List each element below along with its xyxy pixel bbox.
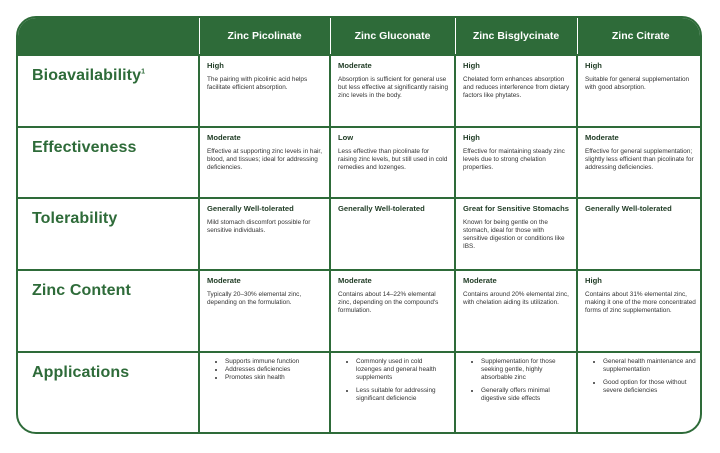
rating: Moderate — [463, 276, 497, 285]
description: Mild stomach discomfort possible for sensitive individuals. — [207, 219, 311, 234]
row-label-bioavailability — [18, 55, 199, 127]
cell — [577, 270, 702, 352]
cell — [199, 127, 330, 198]
row-label-applications: Applications — [18, 352, 199, 434]
rating: High — [207, 61, 224, 70]
rating: Generally Well-tolerated — [338, 204, 425, 213]
cell — [199, 270, 330, 352]
row-zinc-content — [18, 270, 702, 352]
row-label-tolerability: Tolerability — [18, 198, 199, 270]
rating: Moderate — [338, 61, 372, 70]
col-header-picolinate: Zinc Picolinate — [199, 18, 330, 55]
col-header-gluconate: Zinc Gluconate — [330, 18, 455, 55]
cell — [577, 127, 702, 198]
rating: High — [585, 61, 602, 70]
description: Effective at supporting zinc levels in hair, blood, and tissues; ideal for addressing deficiencies. — [207, 148, 322, 171]
description: The pairing with picolinic acid helps facilitate efficient absorption. — [207, 76, 308, 91]
list-item: • General health maintenance and supplementation — [603, 358, 698, 374]
list-item: • Good option for those without severe deficiencies — [603, 379, 698, 395]
cell — [199, 352, 330, 434]
list-item: • Generally offers minimal digestive side effects — [481, 387, 570, 403]
rating: Moderate — [338, 276, 372, 285]
cell — [455, 352, 577, 434]
cell — [577, 352, 702, 434]
list-item: • Promotes skin health — [225, 374, 323, 382]
row-label-zinc-content: Zinc Content — [18, 270, 199, 352]
list-item: • Addresses deficiencies — [225, 366, 323, 374]
description: Contains about 14–22% elemental zinc, depending on the compound's formulation. — [338, 291, 439, 314]
description: Effective for general supplementation; slightly less efficient than picolinate for addressing deficiencies. — [585, 148, 694, 171]
header-row — [18, 18, 702, 55]
bullet-list — [338, 358, 448, 403]
col-header-bisglycinate: Zinc Bisglycinate — [455, 18, 577, 55]
col-header-citrate: Zinc Citrate — [577, 18, 702, 55]
cell — [330, 270, 455, 352]
rating: Low — [338, 133, 354, 142]
rating: High — [585, 276, 602, 285]
rating: High — [463, 133, 480, 142]
footnote-marker: 1 — [141, 68, 146, 76]
bullet-list — [585, 358, 698, 395]
cell — [455, 198, 577, 270]
list-item: • Supports immune function — [225, 358, 323, 366]
list-item: • Commonly used in cold lozenges and general health supplements — [356, 358, 448, 382]
row-effectiveness — [18, 127, 702, 198]
bullet-list — [463, 358, 570, 403]
cell — [330, 127, 455, 198]
cell — [455, 127, 577, 198]
cell — [577, 198, 702, 270]
description: Less effective than picolinate for raising zinc levels, but still used in cold remedies and lozenges. — [338, 148, 448, 171]
corner-cell — [18, 18, 199, 55]
cell — [577, 55, 702, 127]
description: Known for being gentle on the stomach, ideal for those with sensitive digestion or conditions like IBS. — [463, 219, 565, 250]
rating: Generally Well-tolerated — [207, 204, 294, 213]
rating: Moderate — [585, 133, 619, 142]
list-item: • Less suitable for addressing significant deficiencie — [356, 387, 448, 403]
cell — [330, 352, 455, 434]
zinc-comparison-table — [18, 18, 702, 434]
cell — [455, 55, 577, 127]
bullet-list — [207, 358, 323, 382]
row-bioavailability — [18, 55, 702, 127]
rating: High — [463, 61, 480, 70]
description: Typically 20–30% elemental zinc, depending on the formulation. — [207, 291, 302, 306]
comparison-table-frame — [16, 16, 702, 434]
row-label-effectiveness: Effectiveness — [18, 127, 199, 198]
description: Effective for maintaining steady zinc levels due to strong chelation properties. — [463, 148, 565, 171]
row-label-text: Bioavailability — [32, 67, 142, 84]
description: Contains about 31% elemental zinc, making it one of the more concentrated forms of zinc supplementation. — [585, 291, 696, 314]
description: Suitable for general supplementation with good absorption. — [585, 76, 690, 91]
description: Absorption is sufficient for general use but less effective at significantly raising zinc levels in the body. — [338, 76, 448, 99]
cell — [330, 55, 455, 127]
description: Chelated form enhances absorption and reduces interference from dietary factors like phytates. — [463, 76, 570, 99]
rating: Moderate — [207, 133, 241, 142]
cell — [199, 198, 330, 270]
list-item: • Supplementation for those seeking gentle, highly absorbable zinc — [481, 358, 570, 382]
rating: Great for Sensitive Stomachs — [463, 204, 569, 213]
cell — [330, 198, 455, 270]
description: Contains around 20% elemental zinc, with chelation aiding its utilization. — [463, 291, 569, 306]
row-tolerability — [18, 198, 702, 270]
cell — [455, 270, 577, 352]
row-applications — [18, 352, 702, 434]
cell — [199, 55, 330, 127]
rating: Generally Well-tolerated — [585, 204, 672, 213]
rating: Moderate — [207, 276, 241, 285]
